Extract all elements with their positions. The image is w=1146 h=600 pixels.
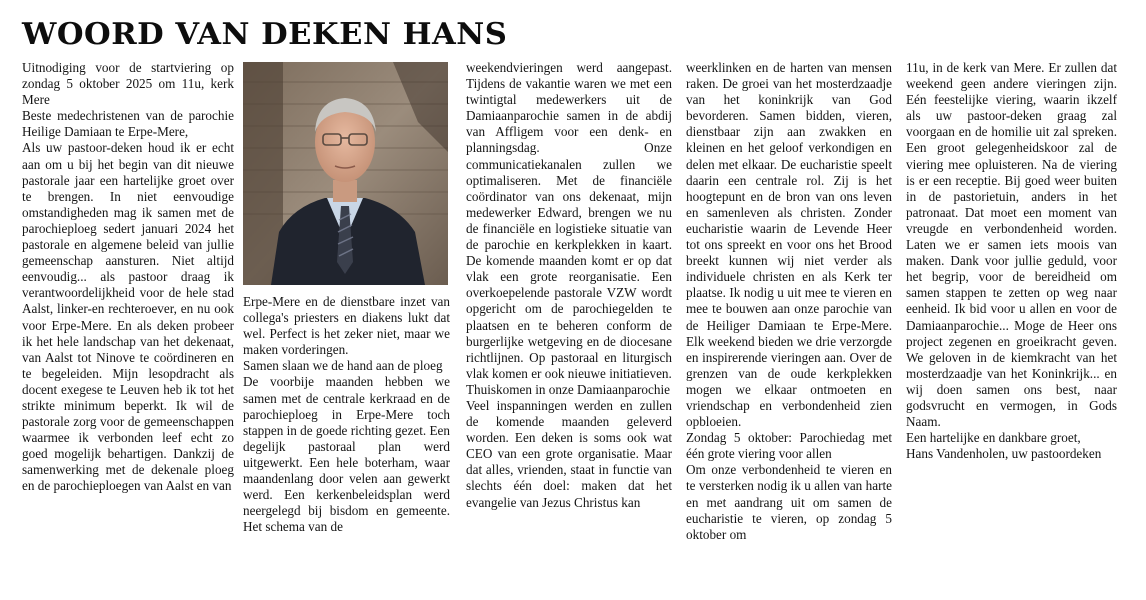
paragraph: weerklinken en de harten van mensen raken. De groei van het mosterdzaadje van het koninkrijk van God bevorderen. Samen bidden, vieren, dienstbaar zijn aan zwakken en kleinen en het geloof verkondigen en delen met elkaar. De eucharistie speelt daarin een centrale rol. Zij is het hoogtepunt en de bron van ons leven en samenleven als christen. Zonder eucharistie waarin de Levende Heer tot ons spreekt en voor ons het Brood breekt kunnen wij niet verder als individuele christen en als Kerk ter plaatse. Ik nodig u uit mee te vieren en mee te bouwen aan onze parochie van de Heiliger Damiaan te Erpe-Mere. Elk weekend bieden we drie verzorgde en inspirerende vieringen aan. Over de grenzen van de oude kerkplekken mogen we elkaar ontmoeten en vriendschap en verbondenheid zien opbloeien. — [686, 60, 892, 430]
paragraph: Zondag 5 oktober: Parochiedag met één grote viering voor allen — [686, 430, 892, 462]
paragraph: Uitnodiging voor de startviering op zondag 5 oktober 2025 om 11u, kerk Mere — [22, 60, 234, 108]
paragraph: Thuiskomen in onze Damiaanparochie — [466, 381, 670, 397]
paragraph: weekendvieringen werd aangepast. Tijdens de vakantie waren we met een twintigtal medewerkers uit de Damiaanparochie samen in de abdij van Affligem voor een denk- en planningsdag. Onze communicatiekanalen zullen we optimaliseren. Met de financiële coördinator van ons dekenaat, mijn medewerker Edward, brengen we nu de financiële en logistieke situatie van de parochie en kerkplekken in kaart. De komende maanden komt er op dat vlak een grote reorganisatie. Een overkoepelende pastorale VZW wordt opgericht om de parochiegelden te plaatsen en te beheren conform de burgerlijke wetgeving en de diocesane richtlijnen. Op pastoraal en liturgisch vlak komen er ook nieuwe initiatieven. — [466, 60, 672, 381]
paragraph: Erpe-Mere en de dienstbare inzet van collega's priesters en diakens lukt dat wel. Perfect is het zeker niet, maar we maken vorderingen. — [243, 294, 450, 358]
article-column-2 — [243, 294, 450, 535]
portrait-photo — [243, 62, 448, 285]
paragraph: Als uw pastoor-deken houd ik er echt aan om u bij het begin van dit nieuwe pastorale jaar een hartelijke groet over te brengen. In niet eenvoudige omstandigheden mag ik samen met de parochieploeg sedert januari 2024 het pastorale en algemene beleid van jullie gemeenschap aansturen. Niet altijd eenvoudig... als pastoor draag ik verantwoordelijkheid voor de hele stad Aalst, linker-en rechteroever, en nu ook voor Erpe-Mere. En als deken probeer ik het hele landschap van het dekenaat, van Aalst tot Ninove te coördineren en te begeleiden. Mijn lesopdracht als docent exegese te Leuven heb ik tot het strikte minimum beperkt. Ik wil de pastorale zorg voor de gemeenschappen waarmee ik verbonden leef echt zo goed mogelijk behartigen. Dankzij de samenwerking met de dekenale ploeg en de parochieploegen van Aalst en van — [22, 140, 234, 494]
article-title: WOORD VAN DEKEN HANS — [22, 17, 508, 52]
paragraph: Om onze verbondenheid te vieren en te versterken nodig ik u allen van harte en met aandrang uit om samen de eucharistie te vieren, op zondag 5 oktober om — [686, 462, 892, 542]
paragraph: Hans Vandenholen, uw pastoordeken — [906, 446, 1102, 462]
paragraph: 11u, in de kerk van Mere. Er zullen dat weekend geen andere vieringen zijn. Eén feestelijke viering, waarin ikzelf als uw pastoor-deken graag zal voorgaan en de homilie uit zal spreken. Een groot gelegenheidskoor zal de viering mee opluisteren. Na de viering is er een receptie. Bij goed weer buiten in de pastorietuin, anders in het patronaat. Dat moet een moment van vreugde en verbondenheid worden. Laten we er samen iets moois van maken. Dank voor jullie geduld, voor het begrip, voor de bereidheid om samen stappen te zetten op weg naar eenheid. Ik bid voor u allen en voor de Damiaanparochie... Moge de Heer ons project zegenen en groeikracht geven. We geloven in de kiemkracht van het mosterdzaadje van het Koninkrijk... en wij doen samen ons best, naar godsvrucht en vermogen, in Gods Naam. — [906, 60, 1117, 430]
article-column-1 — [22, 60, 234, 495]
article-column-4 — [686, 60, 892, 543]
paragraph: Veel inspanningen werden en zullen de komende maanden geleverd worden. Een deken is soms ook wat CEO van een grote organisatie. Maar dat alles, vrienden, staat in functie van slechts één doel: maken dat het evangelie van Jezus Christus kan — [466, 397, 672, 510]
paragraph: Beste medechristenen van de parochie Heilige Damiaan te Erpe-Mere, — [22, 108, 234, 140]
paragraph: Een hartelijke en dankbare groet, — [906, 430, 1081, 446]
article-column-5 — [906, 60, 1117, 462]
paragraph: Samen slaan we de hand aan de ploeg — [243, 358, 443, 374]
article-column-3 — [466, 60, 672, 511]
paragraph: De voorbije maanden hebben we samen met de centrale kerkraad en de parochieploeg in Erpe-Mere toch stappen in de goede richting gezet. Een degelijk pastoraal plan werd uitgewerkt. Een hele boterham, waar maandenlang door velen aan gewerkt werd. Een kerkenbeleidsplan werd neergelegd bij bisdom en gemeente. Het schema van de — [243, 374, 450, 535]
